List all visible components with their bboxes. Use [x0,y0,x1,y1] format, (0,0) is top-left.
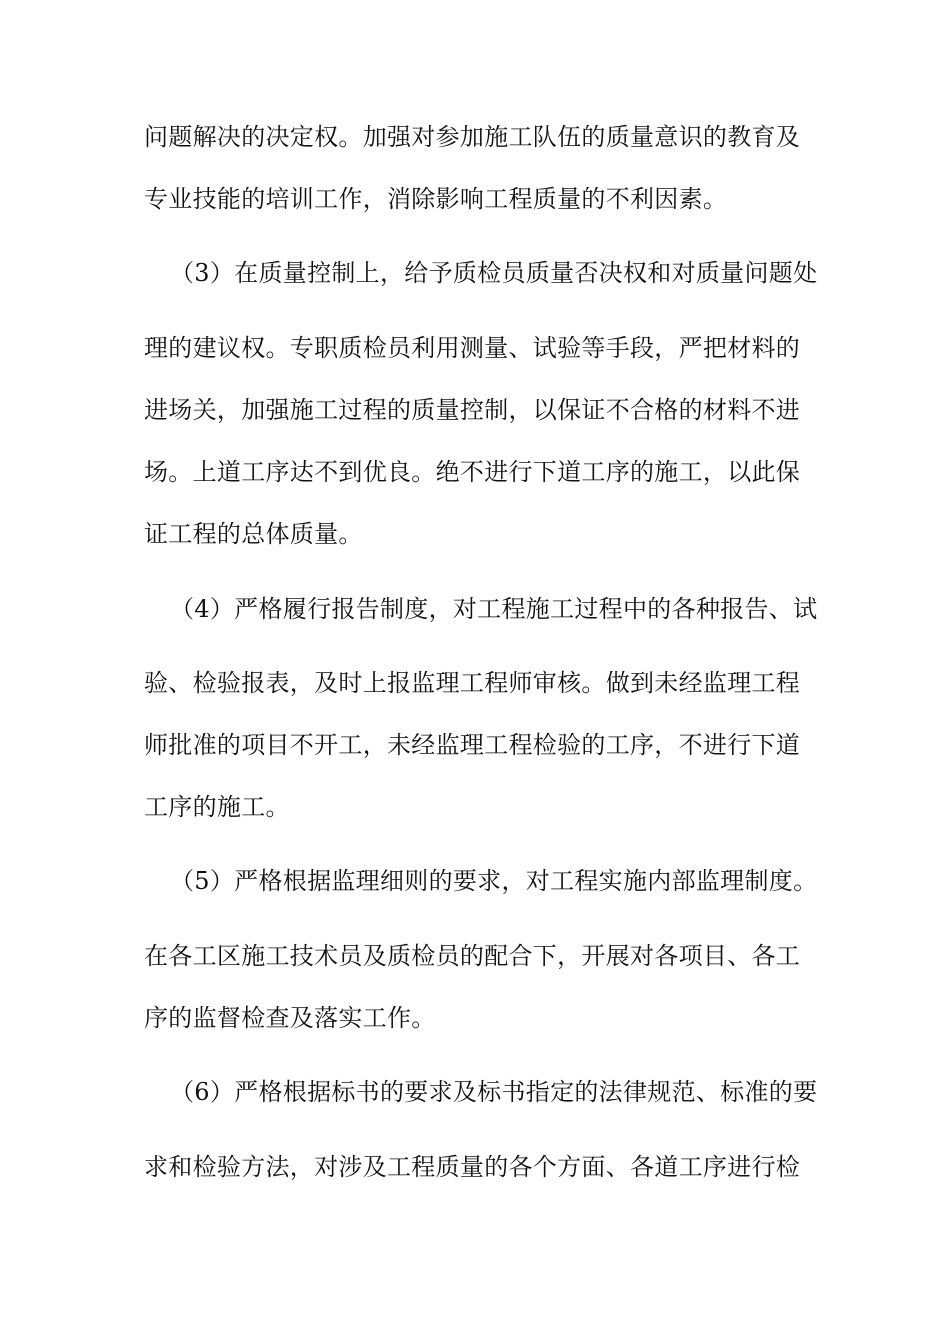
paragraph-4-start: （4）严格履行报告制度，对工程施工过程中的各种报告、试 [170,595,818,623]
text-line: 求和检验方法，对涉及工程质量的各个方面、各道工序进行检 [144,1153,801,1181]
text-line: 进场关，加强施工过程的质量控制，以保证不合格的材料不进 [144,396,801,424]
text-line: 师批准的项目不开工，未经监理工程检验的工序，不进行下道 [144,731,801,759]
text-line: 工序的施工。 [144,793,290,821]
text-line: 理的建议权。专职质检员利用测量、试验等手段，严把材料的 [144,334,801,362]
paragraph-6-start: （6）严格根据标书的要求及标书指定的法律规范、标准的要 [170,1078,818,1106]
text-line: 在各工区施工技术员及质检员的配合下，开展对各项目、各工 [144,942,801,970]
text-line: 问题解决的决定权。加强对参加施工队伍的质量意识的教育及 [144,123,801,151]
paragraph-5-start: （5）严格根据监理细则的要求，对工程实施内部监理制度。 [170,867,818,895]
text-line: 证工程的总体质量。 [144,520,363,548]
paragraph-3-start: （3）在质量控制上，给予质检员质量否决权和对质量问题处 [170,259,818,287]
text-line: 专业技能的培训工作，消除影响工程质量的不利因素。 [144,185,728,213]
text-line: 序的监督检查及落实工作。 [144,1004,436,1032]
text-line: 验、检验报表，及时上报监理工程师审核。做到未经监理工程 [144,669,801,697]
text-line: 场。上道工序达不到优良。绝不进行下道工序的施工，以此保 [144,458,801,486]
